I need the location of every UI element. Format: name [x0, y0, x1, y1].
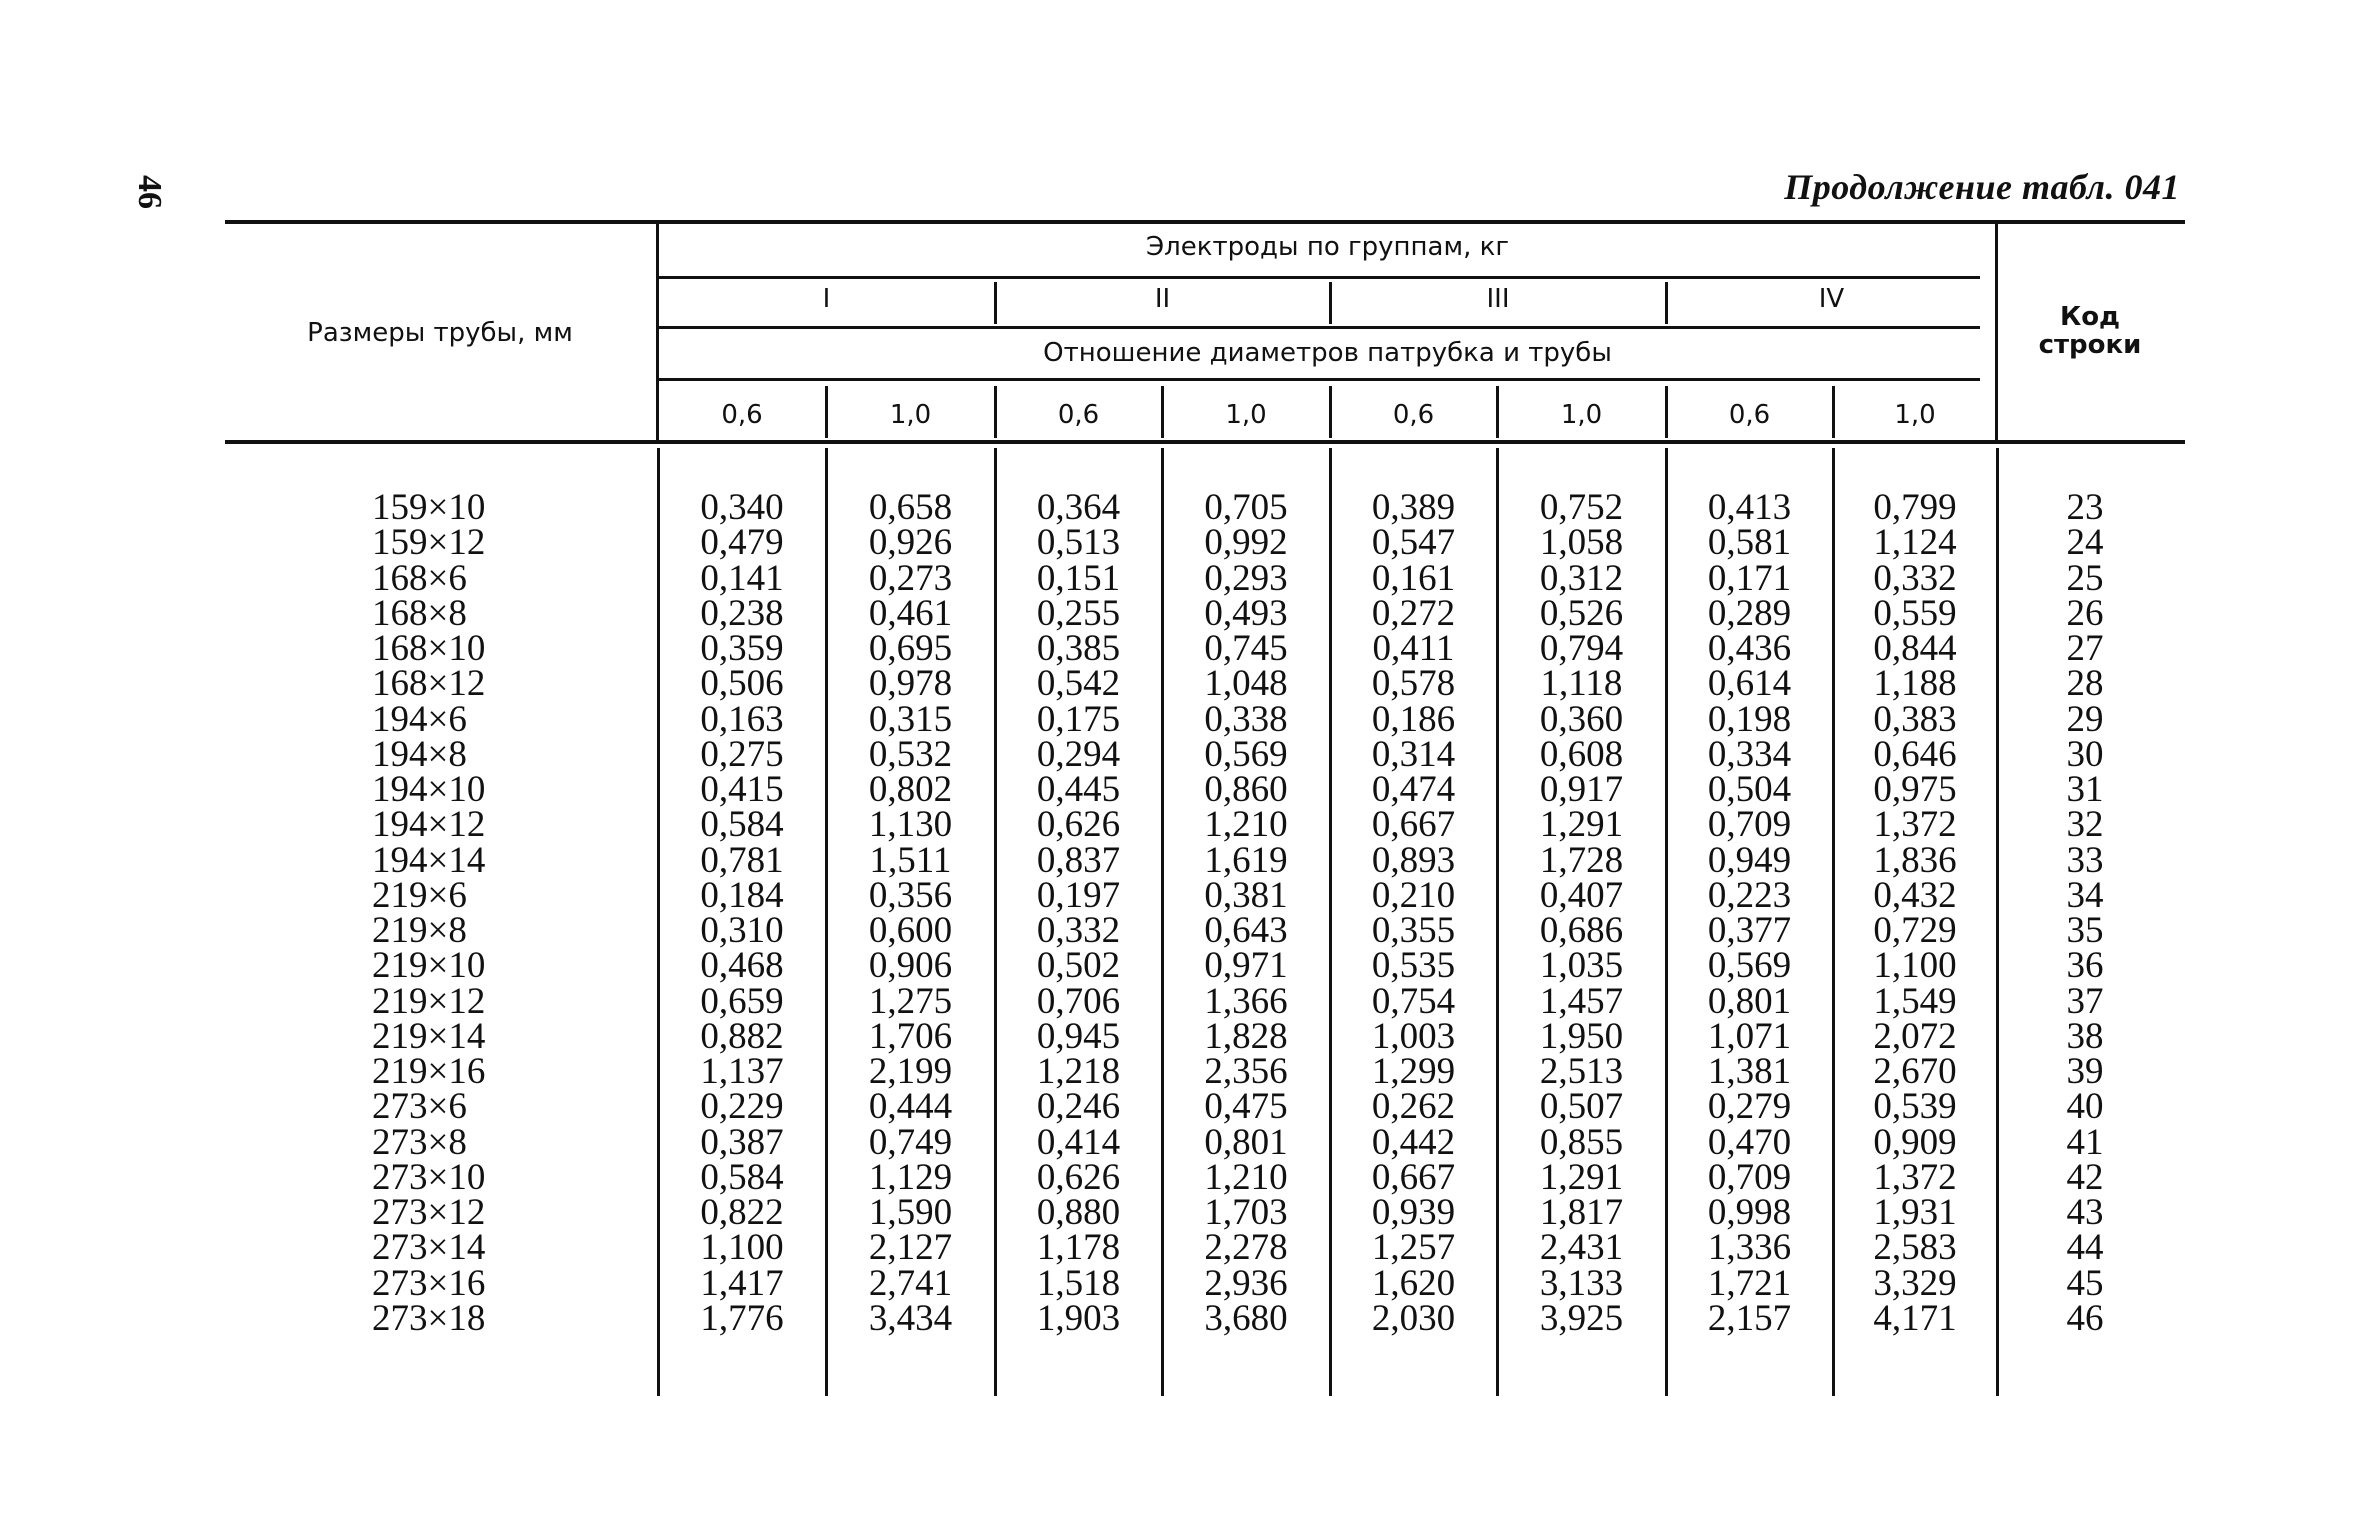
value-cell: 0,614 — [1707, 663, 1792, 705]
value-cell: 1,129 — [868, 1156, 953, 1198]
value-cell: 0,507 — [1539, 1086, 1624, 1128]
value-cell: 0,255 — [1036, 592, 1121, 634]
value-cell: 2,356 — [1204, 1051, 1288, 1092]
value-cell: 0,992 — [1204, 522, 1288, 564]
row-code-cell: 45 — [2066, 1262, 2104, 1304]
value-cell: 0,709 — [1707, 804, 1792, 846]
value-cell: 1,058 — [1539, 522, 1624, 564]
pipe-size-cell: 194×10 — [372, 769, 486, 810]
group-header: IV — [1818, 284, 1845, 314]
value-cell: 0,161 — [1371, 557, 1456, 599]
pipe-size-cell: 273×14 — [372, 1227, 486, 1269]
code-header-line2: строки — [2038, 330, 2142, 360]
value-cell: 0,600 — [868, 910, 953, 951]
value-cell: 0,294 — [1036, 733, 1121, 775]
pipe-size-cell: 219×10 — [372, 945, 486, 987]
subcolumn-header: 1,0 — [1225, 400, 1267, 430]
value-cell: 0,844 — [1873, 628, 1957, 669]
value-cell: 1,776 — [700, 1297, 784, 1339]
value-cell: 1,003 — [1371, 1015, 1456, 1057]
value-cell: 1,381 — [1707, 1051, 1792, 1092]
row-code-cell: 31 — [2066, 769, 2104, 810]
pipe-size-cell: 168×12 — [372, 663, 486, 705]
ratio-rule — [658, 378, 1980, 381]
value-cell: 0,504 — [1707, 769, 1792, 810]
value-cell: 0,175 — [1036, 698, 1121, 740]
subcolumn-header: 0,6 — [1057, 400, 1100, 430]
subcolumn-header: 1,0 — [889, 400, 932, 430]
row-code-cell: 27 — [2066, 628, 2104, 669]
value-cell: 0,272 — [1371, 592, 1456, 634]
page-number: 46 — [131, 175, 168, 209]
value-cell: 0,338 — [1204, 698, 1288, 740]
value-cell: 0,542 — [1036, 663, 1121, 705]
value-cell: 0,781 — [700, 839, 784, 881]
row-code-cell: 32 — [2066, 804, 2104, 846]
value-cell: 0,686 — [1539, 910, 1624, 951]
groups-rule — [658, 326, 1980, 329]
value-cell: 0,442 — [1371, 1121, 1456, 1163]
value-cell: 0,163 — [700, 698, 784, 740]
value-cell: 2,278 — [1204, 1227, 1288, 1269]
value-cell: 1,210 — [1204, 804, 1288, 846]
value-cell: 0,184 — [700, 874, 784, 916]
value-cell: 0,893 — [1371, 839, 1456, 881]
pipe-size-cell: 273×12 — [372, 1192, 486, 1233]
value-cell: 0,526 — [1539, 592, 1624, 634]
value-cell: 1,619 — [1204, 839, 1288, 881]
value-cell: 0,461 — [868, 592, 953, 634]
value-cell: 0,360 — [1539, 698, 1624, 740]
row-code-cell: 40 — [2066, 1086, 2104, 1128]
value-cell: 0,855 — [1539, 1121, 1624, 1163]
value-cell: 1,950 — [1539, 1015, 1624, 1057]
value-cell: 0,709 — [1707, 1156, 1792, 1198]
value-cell: 0,882 — [700, 1015, 784, 1057]
value-cell: 1,118 — [1540, 663, 1623, 705]
subcolumn-header: 0,6 — [721, 400, 763, 430]
value-cell: 2,583 — [1873, 1227, 1957, 1269]
value-cell: 0,706 — [1036, 980, 1121, 1022]
value-cell: 1,817 — [1539, 1192, 1624, 1233]
electrodes-rule — [658, 276, 1980, 279]
value-cell: 1,210 — [1204, 1156, 1288, 1198]
pipe-size-cell: 194×8 — [372, 733, 467, 775]
value-cell: 0,171 — [1707, 557, 1792, 599]
value-cell: 0,745 — [1204, 628, 1288, 669]
value-cell: 3,329 — [1873, 1262, 1957, 1304]
value-cell: 0,584 — [700, 1156, 784, 1198]
value-cell: 0,539 — [1873, 1086, 1957, 1128]
pipe-size-cell: 273×6 — [372, 1086, 467, 1128]
value-cell: 0,801 — [1707, 980, 1792, 1022]
value-cell: 0,340 — [700, 487, 784, 528]
value-cell: 0,275 — [700, 733, 784, 775]
value-cell: 0,559 — [1873, 592, 1957, 634]
value-cell: 0,445 — [1036, 769, 1121, 810]
row-code-cell: 34 — [2066, 874, 2104, 916]
value-cell: 1,511 — [869, 839, 952, 881]
value-cell: 0,475 — [1204, 1086, 1288, 1128]
pipe-size-cell: 219×16 — [372, 1051, 486, 1092]
value-cell: 0,141 — [700, 557, 784, 599]
value-cell: 0,364 — [1036, 487, 1121, 528]
value-cell: 0,513 — [1036, 522, 1121, 564]
value-cell: 3,925 — [1539, 1297, 1624, 1339]
group-header: II — [1154, 284, 1171, 314]
value-cell: 1,275 — [868, 980, 953, 1022]
pipe-size-cell: 219×6 — [372, 874, 467, 916]
pipe-size-cell: 219×12 — [372, 980, 486, 1022]
value-cell: 2,030 — [1371, 1297, 1456, 1339]
value-cell: 0,584 — [700, 804, 784, 846]
subcolumn-header: 0,6 — [1728, 400, 1771, 430]
value-cell: 0,705 — [1204, 487, 1288, 528]
header-bottom-rule — [225, 440, 2185, 444]
value-cell: 0,659 — [700, 980, 784, 1022]
row-code-cell: 43 — [2066, 1192, 2104, 1233]
value-cell: 0,436 — [1707, 628, 1792, 669]
value-cell: 1,291 — [1539, 1156, 1624, 1198]
pipe-sizes-header: Размеры трубы, мм — [307, 318, 573, 348]
value-cell: 1,188 — [1873, 663, 1957, 705]
top-rule — [225, 220, 2185, 224]
row-code-cell: 42 — [2066, 1156, 2104, 1198]
row-code-cell: 26 — [2066, 592, 2104, 634]
code-header-line1: Код — [2059, 302, 2121, 332]
value-cell: 0,502 — [1036, 945, 1121, 987]
row-code-cell: 30 — [2066, 733, 2104, 775]
value-cell: 1,372 — [1873, 804, 1957, 846]
value-cell: 0,415 — [700, 769, 784, 810]
value-cell: 3,133 — [1539, 1262, 1624, 1304]
value-cell: 3,680 — [1204, 1297, 1288, 1339]
value-cell: 0,356 — [868, 874, 953, 916]
row-code-cell: 37 — [2066, 980, 2104, 1022]
value-cell: 0,749 — [868, 1121, 953, 1163]
value-cell: 1,590 — [868, 1192, 953, 1233]
value-cell: 0,432 — [1873, 874, 1957, 916]
value-cell: 0,359 — [700, 628, 784, 669]
value-cell: 1,457 — [1539, 980, 1624, 1022]
value-cell: 0,801 — [1204, 1121, 1288, 1163]
row-code-cell: 33 — [2066, 839, 2104, 881]
value-cell: 0,468 — [700, 945, 784, 987]
value-cell: 0,444 — [868, 1086, 953, 1128]
value-cell: 0,383 — [1873, 698, 1957, 740]
value-cell: 0,312 — [1539, 557, 1624, 599]
value-cell: 0,569 — [1204, 733, 1288, 775]
value-cell: 1,518 — [1036, 1262, 1121, 1304]
pipe-size-cell: 273×10 — [372, 1156, 486, 1198]
value-cell: 0,971 — [1204, 945, 1288, 987]
value-cell: 0,939 — [1371, 1192, 1456, 1233]
value-cell: 0,315 — [868, 698, 953, 740]
group-header: III — [1486, 284, 1510, 314]
value-cell: 0,229 — [700, 1086, 784, 1128]
value-cell: 1,828 — [1204, 1015, 1288, 1057]
value-cell: 3,434 — [868, 1297, 953, 1339]
value-cell: 0,414 — [1036, 1121, 1121, 1163]
value-cell: 0,262 — [1371, 1086, 1456, 1128]
value-cell: 0,794 — [1539, 628, 1624, 669]
value-cell: 0,643 — [1204, 910, 1288, 951]
pipe-size-cell: 219×8 — [372, 910, 467, 951]
value-cell: 0,667 — [1371, 804, 1456, 846]
value-cell: 0,975 — [1873, 769, 1957, 810]
value-cell: 0,754 — [1371, 980, 1456, 1022]
value-cell: 1,417 — [700, 1262, 784, 1304]
value-cell: 1,703 — [1204, 1192, 1288, 1233]
value-cell: 0,293 — [1204, 557, 1288, 599]
pipe-size-cell: 194×6 — [372, 698, 467, 740]
value-cell: 0,289 — [1707, 592, 1792, 634]
table-caption: Продолжение табл. 041 — [1784, 167, 2180, 207]
value-cell: 1,299 — [1371, 1051, 1456, 1092]
value-cell: 0,413 — [1707, 487, 1792, 528]
value-cell: 0,926 — [868, 522, 953, 564]
value-cell: 0,581 — [1707, 522, 1792, 564]
value-cell: 0,223 — [1707, 874, 1792, 916]
subcolumn-header: 1,0 — [1894, 400, 1936, 430]
value-cell: 0,411 — [1372, 628, 1455, 669]
value-cell: 0,332 — [1036, 910, 1121, 951]
pipe-size-cell: 159×12 — [372, 522, 486, 564]
electrodes-header: Электроды по группам, кг — [1146, 232, 1509, 262]
value-cell: 0,917 — [1539, 769, 1624, 810]
value-cell: 0,945 — [1036, 1015, 1121, 1057]
value-cell: 1,706 — [868, 1015, 953, 1057]
value-cell: 1,549 — [1873, 980, 1957, 1022]
value-cell: 0,385 — [1036, 628, 1121, 669]
value-cell: 0,608 — [1539, 733, 1624, 775]
value-cell: 0,389 — [1371, 487, 1456, 528]
value-cell: 2,513 — [1539, 1051, 1624, 1092]
value-cell: 0,314 — [1371, 733, 1456, 775]
pipe-size-cell: 194×12 — [372, 804, 486, 846]
subcolumn-header: 1,0 — [1560, 400, 1603, 430]
pipe-size-cell: 168×10 — [372, 628, 486, 669]
value-cell: 1,721 — [1707, 1262, 1792, 1304]
value-cell: 1,291 — [1539, 804, 1624, 846]
value-cell: 0,752 — [1539, 487, 1624, 528]
value-cell: 0,355 — [1371, 910, 1456, 951]
value-cell: 0,474 — [1371, 769, 1456, 810]
value-cell: 0,198 — [1707, 698, 1792, 740]
pipe-size-cell: 168×6 — [372, 557, 467, 599]
value-cell: 0,186 — [1371, 698, 1456, 740]
value-cell: 2,741 — [868, 1262, 953, 1304]
value-cell: 0,381 — [1204, 874, 1288, 916]
row-code-cell: 35 — [2066, 910, 2104, 951]
value-cell: 0,729 — [1873, 910, 1957, 951]
value-cell: 2,127 — [868, 1227, 953, 1269]
value-cell: 0,802 — [868, 769, 953, 810]
subcolumn-header: 0,6 — [1392, 400, 1435, 430]
value-cell: 1,903 — [1036, 1297, 1121, 1339]
value-cell: 1,257 — [1371, 1227, 1456, 1269]
value-cell: 0,506 — [700, 663, 784, 705]
value-cell: 0,837 — [1036, 839, 1121, 881]
value-cell: 0,646 — [1873, 733, 1957, 775]
row-code-cell: 29 — [2066, 698, 2104, 740]
value-cell: 0,377 — [1707, 910, 1792, 951]
pipe-size-cell: 168×8 — [372, 592, 467, 634]
value-cell: 0,493 — [1204, 592, 1288, 634]
value-cell: 0,949 — [1707, 839, 1792, 881]
value-cell: 0,578 — [1371, 663, 1456, 705]
value-cell: 0,998 — [1707, 1192, 1792, 1233]
value-cell: 0,197 — [1036, 874, 1121, 916]
value-cell: 0,626 — [1036, 1156, 1121, 1198]
value-cell: 1,124 — [1873, 522, 1957, 564]
value-cell: 0,799 — [1873, 487, 1957, 528]
value-cell: 0,470 — [1707, 1121, 1792, 1163]
value-cell: 1,137 — [700, 1051, 784, 1092]
ratio-header: Отношение диаметров патрубка и трубы — [1043, 338, 1612, 368]
group-header: I — [822, 284, 831, 314]
row-code-cell: 24 — [2066, 522, 2104, 564]
value-cell: 0,695 — [868, 628, 953, 669]
value-cell: 0,246 — [1036, 1086, 1121, 1128]
pipe-size-cell: 273×18 — [372, 1297, 486, 1339]
pipe-size-cell: 194×14 — [372, 839, 486, 881]
value-cell: 1,620 — [1371, 1262, 1456, 1304]
value-cell: 0,535 — [1371, 945, 1456, 987]
value-cell: 0,238 — [700, 592, 784, 634]
row-code-cell: 39 — [2066, 1051, 2104, 1092]
row-code-cell: 28 — [2066, 663, 2104, 705]
value-cell: 2,072 — [1873, 1015, 1957, 1057]
value-cell: 0,151 — [1036, 557, 1121, 599]
pipe-size-cell: 159×10 — [372, 487, 486, 528]
value-cell: 0,880 — [1036, 1192, 1121, 1233]
value-cell: 1,071 — [1707, 1015, 1792, 1057]
row-code-cell: 23 — [2066, 487, 2104, 528]
value-cell: 0,667 — [1371, 1156, 1456, 1198]
value-cell: 1,100 — [1873, 945, 1957, 987]
value-cell: 2,670 — [1873, 1051, 1957, 1092]
row-code-cell: 46 — [2066, 1297, 2104, 1339]
value-cell: 0,906 — [868, 945, 953, 987]
value-cell: 1,048 — [1204, 663, 1288, 705]
value-cell: 1,372 — [1873, 1156, 1957, 1198]
value-cell: 0,387 — [700, 1121, 784, 1163]
value-cell: 1,931 — [1873, 1192, 1957, 1233]
value-cell: 1,728 — [1539, 839, 1624, 881]
value-cell: 2,936 — [1204, 1262, 1288, 1304]
value-cell: 1,366 — [1204, 980, 1288, 1022]
value-cell: 2,431 — [1539, 1227, 1624, 1269]
value-cell: 0,909 — [1873, 1121, 1957, 1163]
value-cell: 1,836 — [1873, 839, 1957, 881]
value-cell: 0,822 — [700, 1192, 784, 1233]
value-cell: 0,860 — [1204, 769, 1288, 810]
value-cell: 0,658 — [868, 487, 953, 528]
value-cell: 0,479 — [700, 522, 784, 564]
value-cell: 0,407 — [1539, 874, 1624, 916]
value-cell: 1,178 — [1036, 1227, 1121, 1269]
pipe-size-cell: 273×8 — [372, 1121, 467, 1163]
value-cell: 0,310 — [700, 910, 784, 951]
value-cell: 0,569 — [1707, 945, 1792, 987]
value-cell: 0,273 — [868, 557, 953, 599]
row-code-cell: 41 — [2066, 1121, 2104, 1163]
value-cell: 2,199 — [868, 1051, 953, 1092]
value-cell: 0,547 — [1371, 522, 1456, 564]
value-cell: 1,100 — [700, 1227, 784, 1269]
value-cell: 2,157 — [1707, 1297, 1792, 1339]
row-code-cell: 36 — [2066, 945, 2104, 987]
row-code-cell: 44 — [2066, 1227, 2104, 1269]
value-cell: 0,332 — [1873, 557, 1957, 599]
value-cell: 0,626 — [1036, 804, 1121, 846]
value-cell: 1,218 — [1036, 1051, 1121, 1092]
value-cell: 0,279 — [1707, 1086, 1792, 1128]
value-cell: 0,532 — [868, 733, 953, 775]
row-code-cell: 25 — [2066, 557, 2104, 599]
value-cell: 0,334 — [1707, 733, 1792, 775]
value-cell: 1,035 — [1539, 945, 1624, 987]
row-code-cell: 38 — [2066, 1015, 2104, 1057]
pipe-size-cell: 273×16 — [372, 1262, 486, 1304]
value-cell: 0,210 — [1371, 874, 1456, 916]
value-cell: 4,171 — [1873, 1297, 1957, 1339]
value-cell: 0,978 — [868, 663, 953, 705]
pipe-size-cell: 219×14 — [372, 1015, 486, 1057]
value-cell: 1,336 — [1707, 1227, 1792, 1269]
value-cell: 1,130 — [868, 804, 953, 846]
